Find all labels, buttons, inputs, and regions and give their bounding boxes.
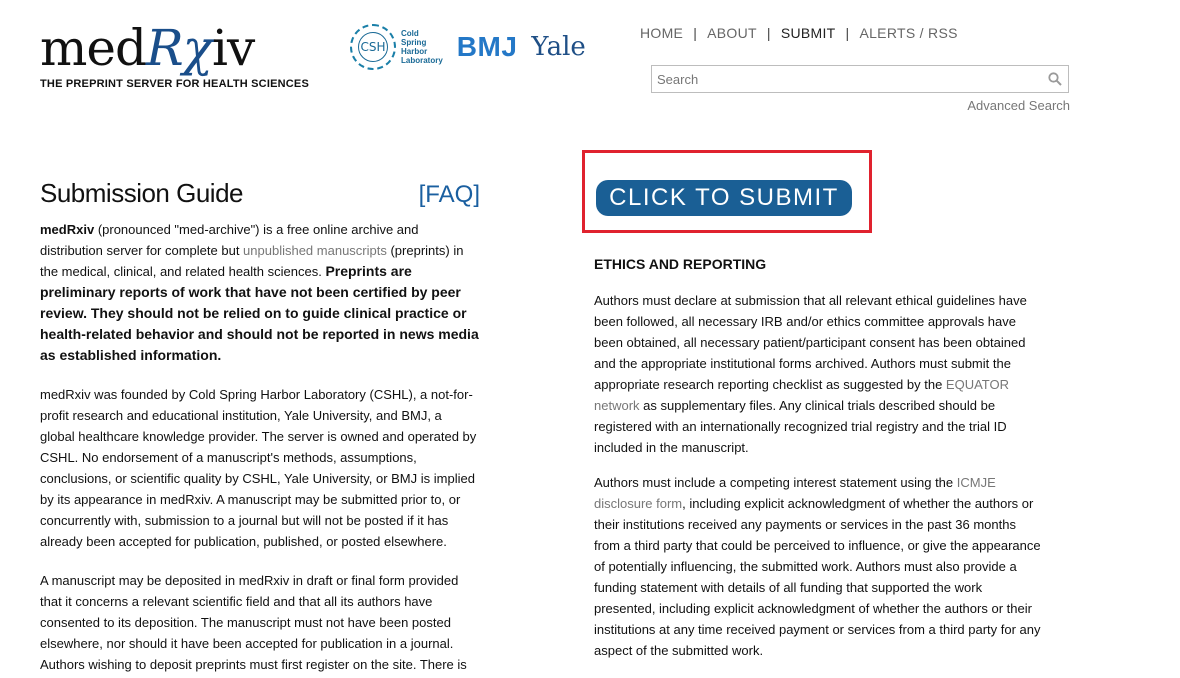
medrxiv-name: medRxiv [40, 222, 95, 237]
faq-link[interactable]: [FAQ] [418, 181, 480, 208]
csh-logo-text: Cold Spring Harbor Laboratory [401, 29, 443, 65]
preprint-warning: Preprints are preliminary reports of work that have not been certified by peer review. They should not be relied on to guide clinical practice or health-related behavior and should not be reported in news media as established information. [40, 263, 479, 363]
nav-home[interactable]: HOME [640, 25, 684, 41]
nav-alerts-rss[interactable]: ALERTS / RSS [859, 25, 958, 41]
equator-network-link[interactable]: EQUATOR network [594, 377, 1010, 413]
unpublished-manuscripts-link[interactable]: unpublished manuscripts [243, 243, 387, 258]
ethics-paragraph-declaration: Authors must declare at submission that all relevant ethical guidelines have been followed, all necessary IRB and/or ethics committee approvals have been obtained, all necessary patient/participant consent has been obtained and the appropriate institutional forms archived. Authors must submit the appropriate research reporting checklist as suggested by the EQUATOR network as supplementary files. Any clinical trials described should be registered with an internationally recognized trial registry and the trial ID included in the manuscript. [594, 293, 1027, 455]
search-icon[interactable] [1048, 72, 1062, 86]
guide-paragraph-deposit: A manuscript may be deposited in medRxiv in draft or final form provided that it concerns a relevant scientific field and that all its authors have consented to its deposition. The manuscript must not have been posted elsewhere, nor should it have been accepted for publication in a journal. Authors wishing to deposit preprints must first register on the site. There is [40, 573, 467, 672]
guide-paragraph-founding: medRxiv was founded by Cold Spring Harbor Laboratory (CSHL), a not-for-profit research and educational institution, Yale University, and BMJ, a global healthcare knowledge provider. The server is owned and operated by CSHL. No endorsement of a manuscript's methods, assumptions, conclusions, or scientific quality by CSHL, Yale University, or BMJ is implied by its appearance in medRxiv. A manuscript may be submitted prior to, or concurrently with, submission to a journal but will not be posted if it has already been accepted for publication, published, or posted elsewhere. [40, 387, 477, 549]
nav-separator: | [845, 25, 850, 41]
search-box [651, 65, 1069, 93]
submission-guide [40, 178, 480, 675]
guide-header [40, 178, 480, 209]
nav-separator: | [693, 25, 698, 41]
advanced-search-link[interactable]: Advanced Search [967, 98, 1070, 113]
ethics-heading: ETHICS AND REPORTING [594, 256, 767, 272]
search-input[interactable] [652, 66, 1042, 92]
nav-submit[interactable]: SUBMIT [780, 25, 836, 41]
logo-wordmark: medRχiv [40, 19, 255, 77]
csh-logo-mark: CSH [350, 24, 396, 70]
logo-tagline: THE PREPRINT SERVER FOR HEALTH SCIENCES [40, 78, 309, 90]
page-title: Submission Guide [40, 178, 243, 208]
guide-paragraph-intro: medRxiv (pronounced "med-archive") is a free online archive and distribution server for complete but unpublished manuscripts (preprints) in the medical, clinical, and related health sciences. Preprints are preliminary reports of work that have not been certified by peer review. They should not be relied on to guide clinical practice or health-related behavior and should not be reported in news media as established information. [40, 222, 479, 363]
bmj-logo: BMJ [456, 31, 518, 62]
top-nav [640, 25, 958, 41]
icmje-disclosure-link[interactable]: ICMJE disclosure form [594, 475, 996, 511]
yale-logo: Yale [531, 32, 586, 62]
nav-separator: | [766, 25, 771, 41]
site-logo[interactable] [40, 19, 309, 90]
click-to-submit-button[interactable]: CLICK TO SUBMIT [596, 180, 852, 216]
ethics-paragraph-competing-interest: Authors must include a competing interest statement using the ICMJE disclosure form, including explicit acknowledgment of whether the authors or their institutions received any payments or services in the past 36 months from a third party that could be perceived to influence, or give the appearance of potentially influencing, the submitted work. Authors must also provide a funding statement with details of all funding that supported the work presented, including explicit acknowledgment of whether the authors or their institutions at any time received payment or services from a third party for any aspect of the submitted work. [594, 475, 1041, 658]
partner-logos [350, 24, 586, 70]
nav-about[interactable]: ABOUT [707, 25, 757, 41]
ethics-section [594, 256, 1044, 675]
